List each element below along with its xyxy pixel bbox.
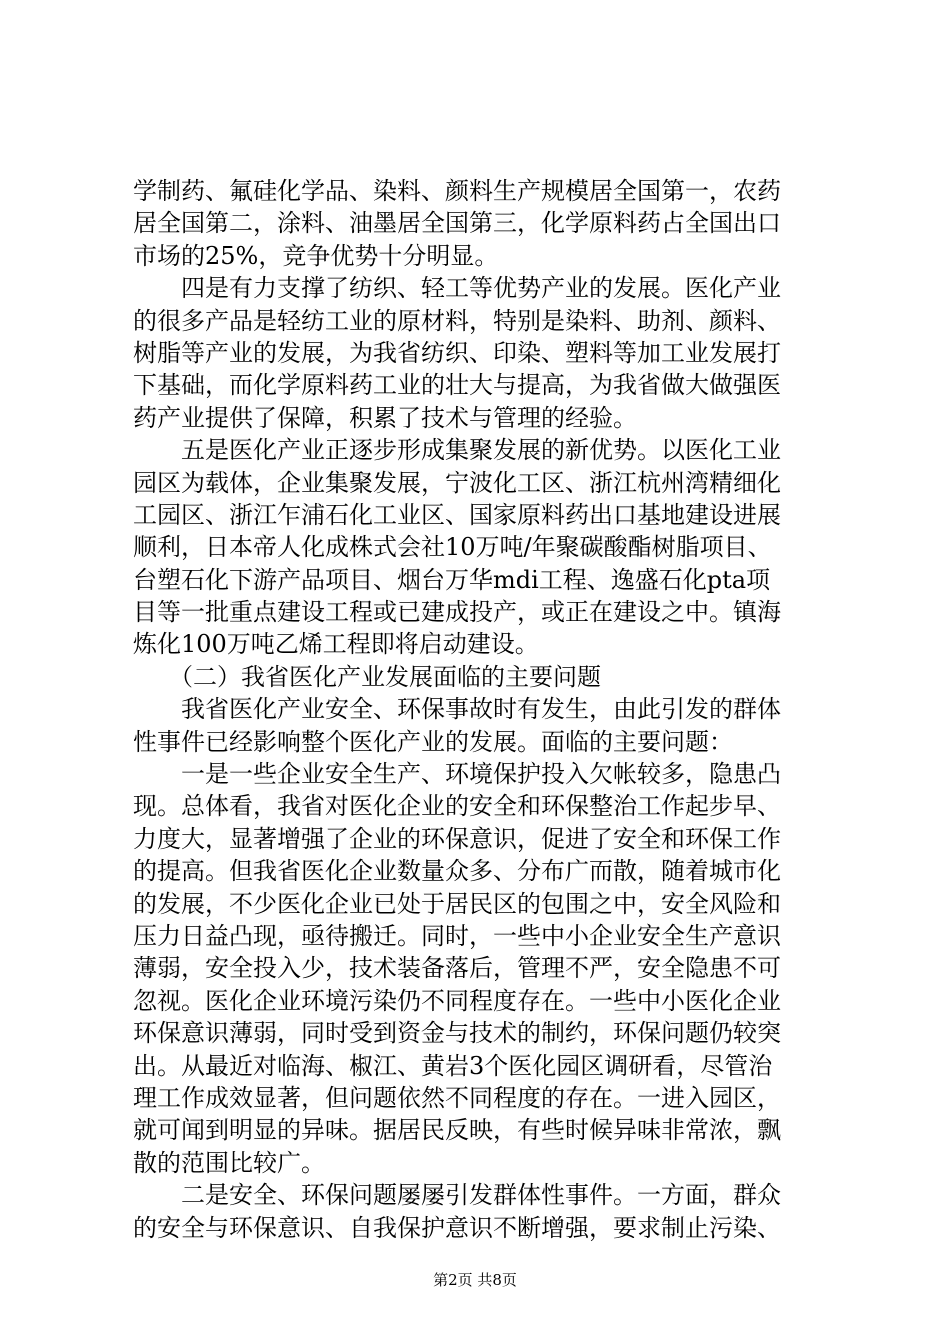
page-footer: 第2页 共8页 [433,1271,517,1289]
text-line: 的提高。但我省医化企业数量众多、分布广而散，随着城市化 [133,857,781,886]
text-line: 理工作成效显著，但问题依然不同程度的存在。一进入园区， [133,1083,781,1112]
text-line: 五是医化产业正逐步形成集聚发展的新优势。以医化工业 [133,436,781,465]
text-line: 薄弱，安全投入少，技术装备落后，管理不严，安全隐患不可 [133,954,781,983]
text-line: 市场的25%，竞争优势十分明显。 [133,241,499,270]
text-line: 就可闻到明显的异味。据居民反映，有些时候异味非常浓，飘 [133,1116,781,1145]
text-line: 台塑石化下游产品项目、烟台万华mdi工程、逸盛石化pta项 [133,565,771,594]
text-line: 忽视。医化企业环境污染仍不同程度存在。一些中小医化企业 [133,986,781,1015]
text-line: 的安全与环保意识、自我保护意识不断增强，要求制止污染、 [133,1213,781,1242]
text-line: 树脂等产业的发展，为我省纺织、印染、塑料等加工业发展打 [133,338,781,367]
text-line: 药产业提供了保障，积累了技术与管理的经验。 [133,403,637,432]
text-line: 下基础，而化学原料药工业的壮大与提高，为我省做大做强医 [133,371,781,400]
text-line: 居全国第二，涂料、油墨居全国第三，化学原料药占全国出口 [133,209,781,238]
text-line: 炼化100万吨乙烯工程即将启动建设。 [133,630,539,659]
text-line: 环保意识薄弱，同时受到资金与技术的制约，环保问题仍较突 [133,1019,781,1048]
text-line: 四是有力支撑了纺织、轻工等优势产业的发展。医化产业 [133,274,781,303]
text-line: 的很多产品是轻纺工业的原材料，特别是染料、助剂、颜料、 [133,306,781,335]
text-line: 力度大，显著增强了企业的环保意识，促进了安全和环保工作 [133,824,781,853]
text-line: 顺利，日本帝人化成株式会社10万吨/年聚碳酸酯树脂项目、 [133,533,772,562]
text-line: 学制药、氟硅化学品、染料、颜料生产规模居全国第一，农药 [133,177,781,205]
text-line: 散的范围比较广。 [133,1148,325,1177]
document-body [133,175,823,1244]
text-line: 工园区、浙江乍浦石化工业区、国家原料药出口基地建设进展 [133,500,781,529]
text-line: 园区为载体，企业集聚发展，宁波化工区、浙江杭州湾精细化 [133,468,781,497]
text-line: 二是安全、环保问题屡屡引发群体性事件。一方面，群众 [133,1181,781,1210]
text-line: 我省医化产业安全、环保事故时有发生，由此引发的群体 [133,695,781,724]
text-line: 的发展，不少医化企业已处于居民区的包围之中，安全风险和 [133,889,781,918]
text-line: 现。总体看，我省对医化企业的安全和环保整治工作起步早、 [133,792,781,821]
text-line: 性事件已经影响整个医化产业的发展。面临的主要问题： [133,727,733,756]
text-line: 压力日益凸现，亟待搬迁。同时，一些中小企业安全生产意识 [133,921,781,950]
text-line: 目等一批重点建设工程或已建成投产，或正在建设之中。镇海 [133,598,781,627]
text-line: 一是一些企业安全生产、环境保护投入欠帐较多，隐患凸 [133,760,781,789]
text-line: 出。从最近对临海、椒江、黄岩3个医化园区调研看，尽管治 [133,1051,773,1080]
text-line: （二）我省医化产业发展面临的主要问题 [133,662,601,691]
